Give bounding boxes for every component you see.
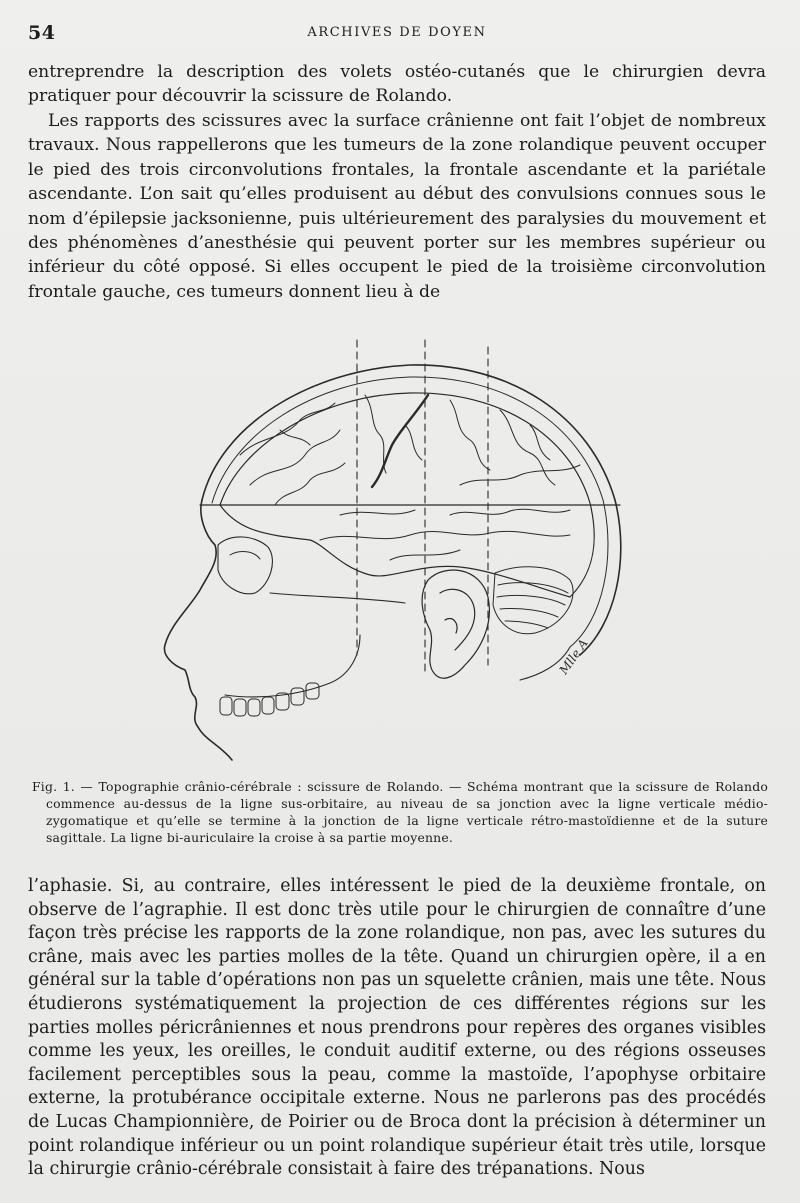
ear (422, 570, 489, 678)
eye (230, 552, 260, 559)
teeth (220, 683, 319, 716)
face-profile (164, 500, 232, 760)
anatomical-figure (160, 335, 635, 765)
head-brain-illustration (160, 335, 635, 765)
page-number: 54 (28, 22, 56, 44)
paragraph-3: l’aphasie. Si, au contraire, elles intéressent le pied de la deuxième frontale, on observe de l’agraphie. Il est donc très utile pour le chirurgien de connaître d’une façon très précise les rapports de la zone rolandique, non pas, avec les sutures du crâne, mais avec les parties molles de la tête. Quand un chirurgien opère, il a en général sur la table d’opérations non pas un squelette crânien, mais une tête. Nous étudierons systématiquement la projection de ces différentes régions sur les parties molles péricrâniennes et nous prendrons pour repères des organes visibles comme les yeux, les oreilles, le conduit auditif externe, ou des régions osseuses facilement perceptibles sous la peau, comme la mastoïde, l’apophyse orbitaire externe, la protubérance occipitale externe. Nous ne parlerons pas des procédés de Lucas Championnière, de Poirier ou de Broca dont la précision à déterminer un point rolandique inférieur ou un point rolandique supérieur était très utile, lorsque la chirurgie crânio-cérébrale consistait à faire des trépanations. Nous (28, 876, 766, 1180)
zygomatic-arch (270, 593, 405, 603)
artist-signature: Mlle A (556, 636, 591, 677)
rolandic-fissure (372, 395, 428, 487)
orbit (218, 537, 272, 594)
paragraph-1: entreprendre la description des volets ostéo-cutanés que le chirurgien devra pratiquer pour découvrir la scissure de Rolando. (28, 62, 766, 107)
cranium-outline (202, 365, 621, 655)
mandible (225, 635, 360, 697)
paragraph-2: Les rapports des scissures avec la surface crânienne ont fait l’objet de nombreux travaux. Nous rappellerons que les tumeurs de la zone rolandique peuvent occuper le pied des trois circonvolutions frontales, la frontale ascendante et la pariétale ascendante. L’on sait qu’elles produisent au début des convulsions connues sous le nom d’épilepsie jacksonienne, puis ultérieurement des paralysies du mouvement et des phénomènes d’anesthésie qui peuvent porter sur les membres supérieur ou inférieur du côté opposé. Si elles occupent le pied de la troisième circonvolution frontale gauche, ces tumeurs donnent lieu à de (28, 111, 766, 302)
page-header (28, 22, 766, 48)
running-title: ARCHIVES DE DOYEN (307, 25, 487, 40)
figure-caption: Fig. 1. — Topographie crânio-cérébrale : scissure de Rolando. — Schéma montrant que la scissure de Rolando commence au-dessus de la ligne sus-orbitaire, au niveau de sa jonction avec la ligne verticale médio-zygomatique et qu’elle se termine à la jonction de la ligne verticale rétro-mastoïdienne et de la suture sagittale. La ligne bi-auriculaire la croise à sa partie moyenne. (32, 779, 768, 845)
